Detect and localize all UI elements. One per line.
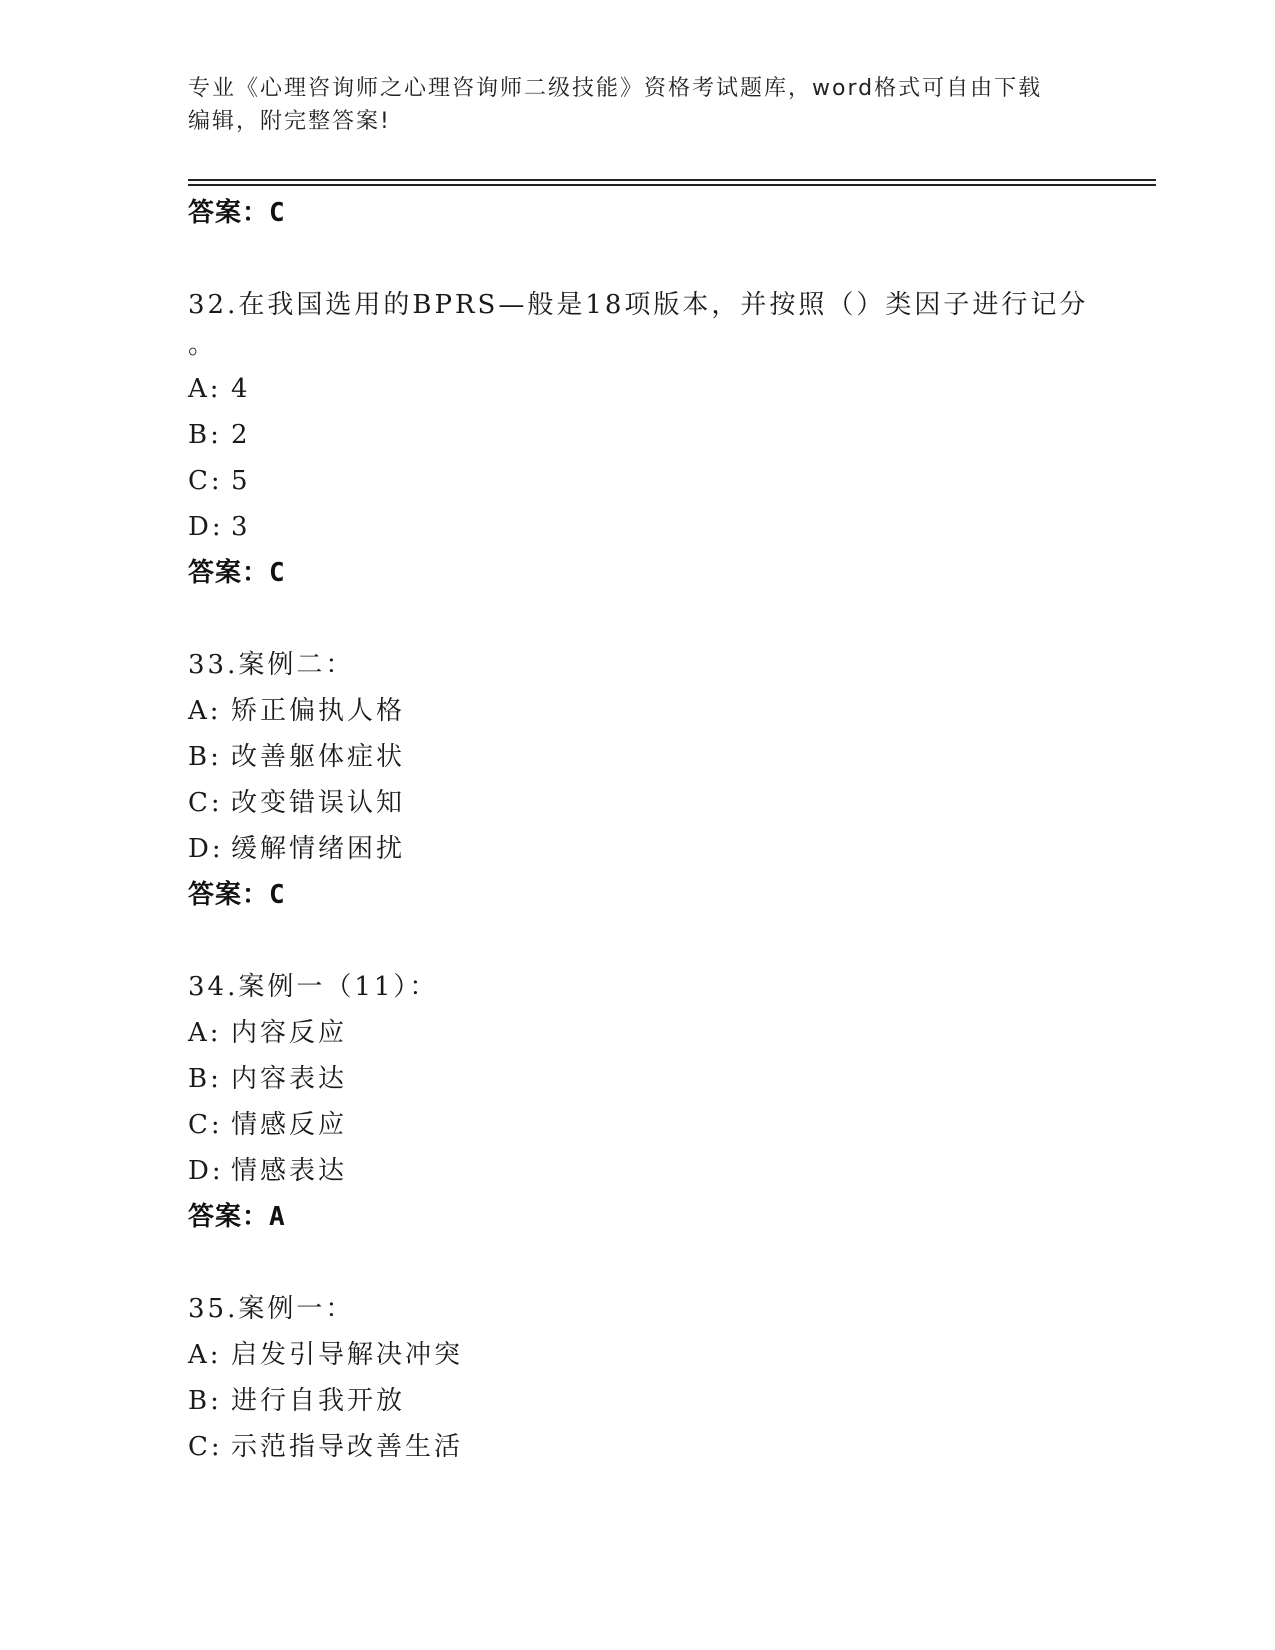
option [188,688,1138,734]
question-text: 34.案例一（11）： [188,972,439,1002]
header-line-2: 编辑，附完整答案! [188,109,391,134]
spacer [188,236,1138,282]
option-letter: B: [188,1386,222,1416]
option [188,412,1138,458]
option-text: 示范指导改善生活 [231,1432,464,1462]
option-letter: A: [188,1340,222,1370]
answer-value: C [269,198,286,228]
option [188,1102,1138,1148]
answer-label: 答案： [188,1202,270,1232]
header-rule-top [188,179,1156,181]
option-text: 5 [231,466,251,496]
option [188,1424,1138,1470]
option-letter: D: [188,512,224,542]
option [188,1056,1138,1102]
option-letter: A: [188,374,222,404]
option-letter: C: [188,1110,223,1140]
answer-line [188,190,1138,236]
answer-value: A [269,1202,286,1232]
option-text: 改变错误认知 [231,788,406,818]
option [188,734,1138,780]
option [188,366,1138,412]
option [188,826,1138,872]
question-list [188,190,1138,1470]
document-header [188,72,1068,138]
option-letter: D: [188,834,224,864]
question-text: 35.案例一： [188,1294,355,1324]
option-text: 情感表达 [231,1156,348,1186]
question-text-continuation: 。 [188,330,218,360]
option-letter: B: [188,1064,222,1094]
question-text: 32.在我国选用的BPRS—般是18项版本，并按照（）类因子进行记分 [188,290,1089,320]
answer-value: C [269,558,286,588]
option-text: 缓解情绪困扰 [231,834,406,864]
header-rule-bottom [188,184,1156,186]
answer-line [188,1194,1138,1240]
option-text: 2 [231,420,251,450]
option-text: 4 [231,374,251,404]
option-text: 3 [231,512,251,542]
option [188,1378,1138,1424]
option-letter: C: [188,466,223,496]
option-letter: C: [188,788,223,818]
option-text: 矫正偏执人格 [231,696,406,726]
option [188,504,1138,550]
option [188,1148,1138,1194]
answer-label: 答案： [188,198,270,228]
option-letter: B: [188,420,222,450]
option-letter: A: [188,1018,222,1048]
spacer [188,596,1138,642]
option-text: 进行自我开放 [231,1386,406,1416]
option [188,1332,1138,1378]
option-text: 情感反应 [231,1110,348,1140]
option [188,458,1138,504]
option-text: 内容表达 [231,1064,348,1094]
option-text: 启发引导解决冲突 [231,1340,464,1370]
answer-value: C [269,880,286,910]
question-text: 33.案例二： [188,650,355,680]
option-letter: D: [188,1156,224,1186]
option-letter: C: [188,1432,223,1462]
spacer [188,1240,1138,1286]
answer-label: 答案： [188,558,270,588]
answer-line [188,872,1138,918]
option [188,780,1138,826]
option-text: 改善躯体症状 [231,742,406,772]
option [188,1010,1138,1056]
option-letter: A: [188,696,222,726]
header-line-1: 专业《心理咨询师之心理咨询师二级技能》资格考试题库，word格式可自由下载 [188,76,1043,101]
answer-line [188,550,1138,596]
option-text: 内容反应 [231,1018,348,1048]
answer-label: 答案： [188,880,270,910]
option-letter: B: [188,742,222,772]
spacer [188,918,1138,964]
